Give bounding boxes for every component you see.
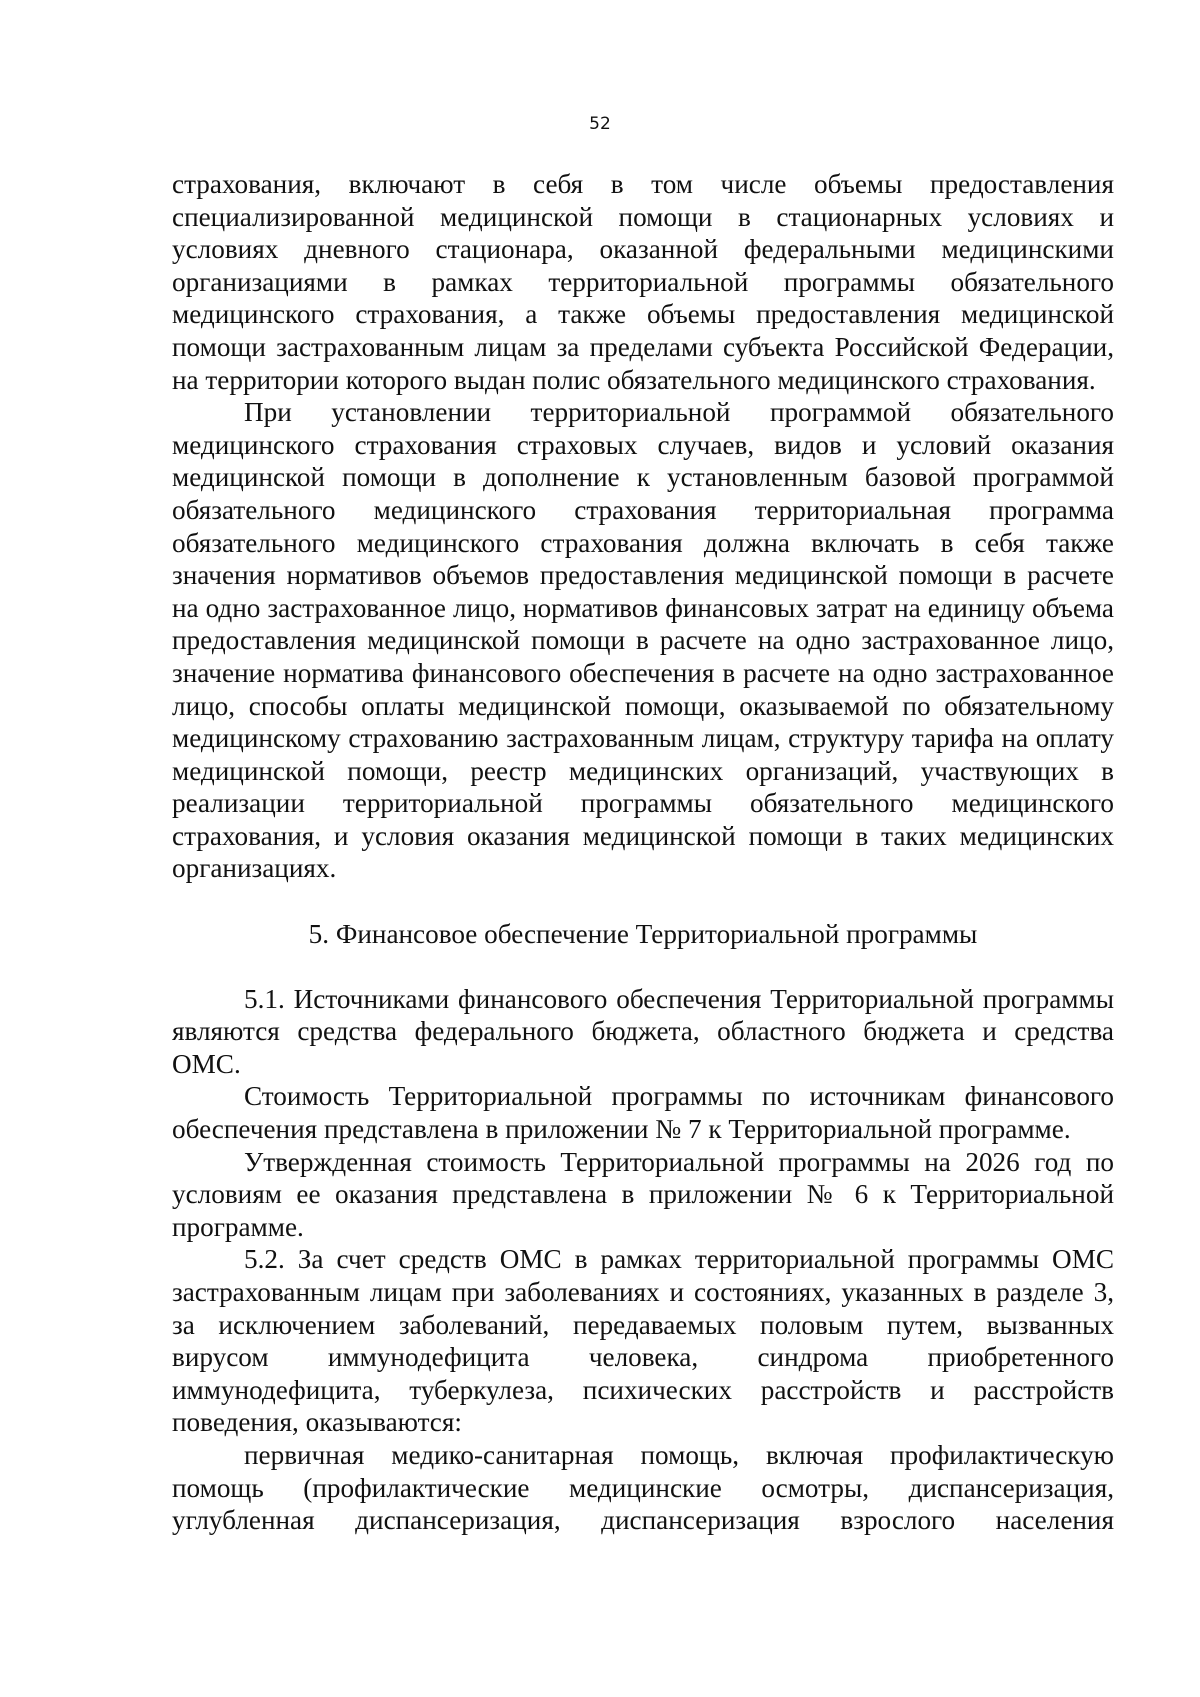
paragraph: 5.2. За счет средств ОМС в рамках территориальной программы ОМС застрахованным лицам при заболеваниях и состояниях, указанных в разделе 3, за исключением заболеваний, передаваемых половым путем, вызванных вирусом иммунодефицита человека, синдрома приобретенного иммунодефицита, туберкулеза, психических расстройств и расстройств поведения, оказываются:	[172, 1244, 1114, 1438]
paragraph: Утвержденная стоимость Территориальной программы на 2026 год по условиям ее оказания представлена в приложении № 6 к Территориальной программе.	[172, 1146, 1114, 1242]
section-heading: 5. Финансовое обеспечение Территориальной программы	[308, 919, 978, 950]
paragraph: страхования, включают в себя в том числе объемы предоставления специализированной медицинской помощи в стационарных условиях и условиях дневного стационара, оказанной федеральными медицинскими организациями в рамках территориальной программы обязательного медицинского страхования, а также объемы предоставления медицинской помощи застрахованным лицам за пределами субъекта Российской Федерации, на территории которого выдан полис обязательного медицинского страхования.	[172, 169, 1114, 395]
document-body	[172, 168, 1114, 1537]
paragraph: первичная медико-санитарная помощь, включая профилактическую помощь (профилактические медицинские осмотры, диспансеризация, углубленная диспансеризация, диспансеризация взрослого населения	[172, 1439, 1114, 1536]
page-number: 52	[589, 114, 611, 134]
paragraph: При установлении территориальной программой обязательного медицинского страхования страховых случаев, видов и условий оказания медицинской помощи в дополнение к установленным базовой программой обязательного медицинского страхования территориальная программа обязательного медицинского страхования должна включать в себя также значения нормативов объемов предоставления медицинской помощи в расчете на одно застрахованное лицо, нормативов финансовых затрат на единицу объема предоставления медицинской помощи в расчете на одно застрахованное лицо, значение норматива финансового обеспечения в расчете на одно застрахованное лицо, способы оплаты медицинской помощи, оказываемой по обязательному медицинскому страхованию застрахованным лицам, структуру тарифа на оплату медицинской помощи, реестр медицинских организаций, участвующих в реализации территориальной программы обязательного медицинского страхования, и условия оказания медицинской помощи в таких медицинских организациях.	[172, 397, 1114, 884]
paragraph: 5.1. Источниками финансового обеспечения Территориальной программы являются средства федерального бюджета, областного бюджета и средства ОМС.	[172, 983, 1114, 1079]
paragraph: Стоимость Территориальной программы по источникам финансового обеспечения представлена в приложении № 7 к Территориальной программе.	[172, 1081, 1114, 1145]
